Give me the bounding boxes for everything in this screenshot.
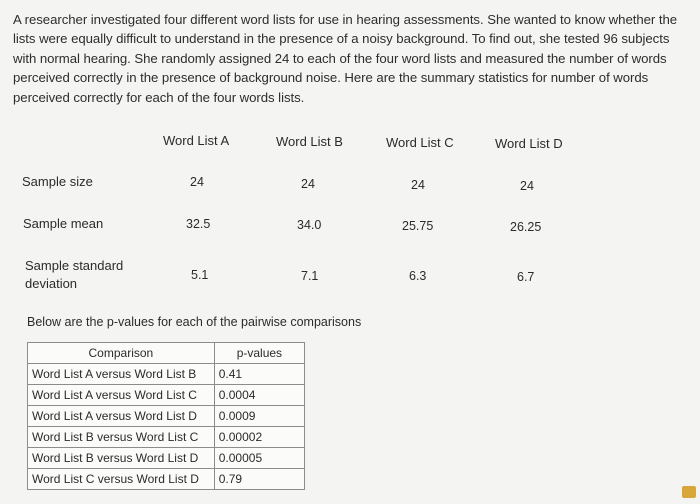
- cell-sample-sd-c: 6.3: [409, 269, 427, 283]
- comparison-cell: Word List B versus Word List D: [28, 448, 215, 469]
- comparison-cell: Word List A versus Word List B: [28, 364, 215, 385]
- cell-sample-size-c: 24: [411, 178, 425, 192]
- cell-sample-sd-b: 7.1: [301, 269, 319, 283]
- cell-sample-sd-d: 6.7: [517, 270, 535, 284]
- pvalue-cell: 0.00002: [214, 427, 304, 448]
- corner-badge-icon: [682, 486, 696, 498]
- pvalue-cell: 0.0004: [214, 385, 304, 406]
- row-label-sample-mean: Sample mean: [23, 216, 104, 231]
- cell-sample-mean-a: 32.5: [186, 217, 211, 231]
- table-row: [28, 469, 305, 490]
- column-header-word-list-c: Word List C: [386, 135, 454, 150]
- table-row: [28, 364, 305, 385]
- cell-sample-size-b: 24: [301, 177, 315, 191]
- cell-sample-sd-a: 5.1: [191, 268, 209, 282]
- pvalues-header-comparison: Comparison: [28, 343, 215, 364]
- table-row: [28, 385, 305, 406]
- table-row: [28, 448, 305, 469]
- problem-intro-text: A researcher investigated four different word lists for use in hearing assessments. She wanted to know whether the lists were equally difficult to understand in the presence of a noisy background. To find out, she tested 96 subjects with normal hearing. She randomly assigned 24 to each of the four word lists and measured the number of words perceived correctly in the presence of background noise. Here are the summary statistics for number of words perceived correctly for each of the four words lists.: [13, 12, 678, 105]
- column-header-word-list-b: Word List B: [276, 134, 343, 149]
- row-label-sample-standard-deviation: Sample standard deviation: [25, 258, 124, 291]
- pvalues-intro-text: Below are the p-values for each of the pairwise comparisons: [27, 315, 362, 329]
- pvalues-header-pvalue: p-values: [214, 343, 304, 364]
- cell-sample-size-a: 24: [190, 175, 204, 189]
- pvalue-cell: 0.00005: [214, 448, 304, 469]
- cell-sample-mean-c: 25.75: [402, 219, 434, 233]
- comparison-cell: Word List C versus Word List D: [28, 469, 215, 490]
- pvalues-table: [27, 342, 305, 490]
- cell-sample-mean-b: 34.0: [297, 218, 322, 232]
- pvalue-cell: 0.41: [214, 364, 304, 385]
- comparison-cell: Word List B versus Word List C: [28, 427, 215, 448]
- column-header-word-list-a: Word List A: [163, 133, 230, 148]
- row-label-sample-size: Sample size: [22, 174, 93, 189]
- cell-sample-size-d: 24: [520, 179, 534, 193]
- pvalues-header-row: [28, 343, 305, 364]
- table-row: [28, 406, 305, 427]
- cell-sample-mean-d: 26.25: [510, 220, 542, 234]
- table-row: [28, 427, 305, 448]
- pvalue-cell: 0.79: [214, 469, 304, 490]
- column-header-word-list-d: Word List D: [495, 136, 563, 151]
- comparison-cell: Word List A versus Word List D: [28, 406, 215, 427]
- comparison-cell: Word List A versus Word List C: [28, 385, 215, 406]
- pvalue-cell: 0.0009: [214, 406, 304, 427]
